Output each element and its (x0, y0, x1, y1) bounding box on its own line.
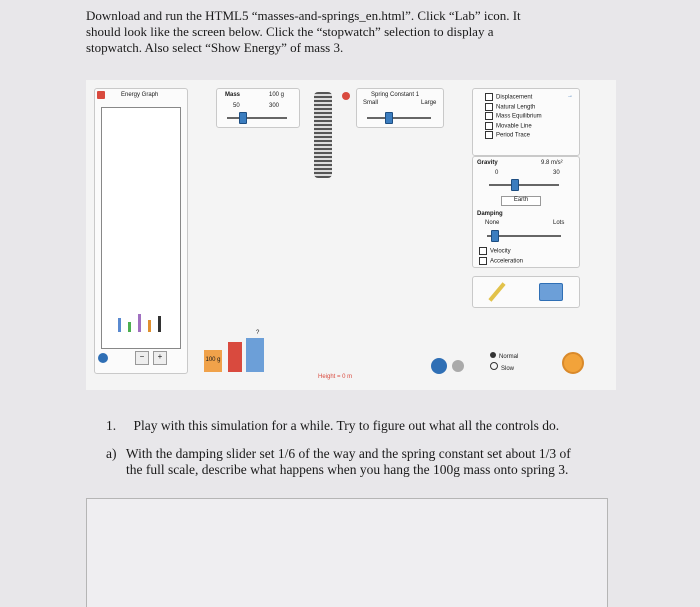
mass-100g[interactable] (204, 350, 222, 372)
display-options-panel (472, 88, 580, 156)
energy-bar (138, 314, 141, 332)
checkbox-list (485, 93, 542, 141)
energy-graph-panel (94, 88, 188, 374)
checkbox-item[interactable]: Displacement (485, 93, 542, 103)
collapse-icon[interactable] (97, 91, 105, 99)
question-a-line-1 (106, 446, 606, 462)
checkbox-item[interactable]: Natural Length (485, 103, 542, 113)
velocity-checkbox[interactable]: Velocity (479, 247, 523, 257)
mass-value: 100 g (269, 92, 285, 98)
mass-max: 300 (269, 103, 280, 109)
instruction-line-2: should look like the screen below. Click the “stopwatch” selection to display a (86, 24, 494, 39)
checkbox-item[interactable]: Movable Line (485, 122, 542, 132)
mass-label: Mass (225, 92, 241, 98)
mass-control-panel (216, 88, 300, 128)
gravity-label: Gravity (477, 160, 498, 166)
pause-button[interactable] (431, 358, 447, 374)
gravity-damping-panel (472, 156, 580, 268)
question-a (106, 446, 606, 478)
mass-slider-thumb[interactable] (239, 112, 247, 124)
damping-min: None (485, 220, 500, 226)
mass-min: 50 (233, 103, 240, 109)
energy-bar (148, 320, 151, 332)
question-a-text-2: the full scale, describe what happens when you hang the 100g mass onto spring 3. (126, 462, 569, 477)
ruler-icon[interactable] (488, 282, 505, 301)
mass-100g-label: 100 g (205, 357, 221, 363)
spring-indicator-icon (342, 92, 350, 100)
acceleration-checkbox[interactable]: Acceleration (479, 257, 523, 267)
speed-slow-radio[interactable]: Slow (490, 362, 518, 374)
info-icon[interactable] (98, 353, 108, 363)
arrow-icon: → (567, 93, 573, 99)
damping-label: Damping (477, 211, 503, 217)
mass-unknown-1[interactable] (228, 342, 242, 372)
answer-box[interactable] (86, 498, 608, 607)
spring-large-label: Large (421, 100, 437, 106)
speed-radios (490, 352, 518, 374)
speed-normal-radio[interactable]: Normal (490, 352, 518, 362)
question-a-text-1: With the damping slider set 1/6 of the way and the spring constant set about 1/3 of (125, 446, 571, 461)
spring-coil[interactable] (314, 92, 332, 178)
checkbox-item[interactable]: Period Trace (485, 131, 542, 141)
gravity-slider-track (489, 184, 559, 186)
energy-bar (128, 322, 131, 332)
spring-slider-thumb[interactable] (385, 112, 393, 124)
simulation-screenshot (86, 80, 616, 390)
question-1-number: 1. (106, 418, 117, 433)
spring-constant-label: Spring Constant 1 (371, 92, 420, 98)
energy-graph-title: Energy Graph (121, 92, 159, 98)
checkbox-item[interactable]: Mass Equilibrium (485, 112, 542, 122)
energy-bar (118, 318, 121, 332)
damping-slider-thumb[interactable] (491, 230, 499, 242)
spring-constant-panel (356, 88, 444, 128)
step-button[interactable] (452, 360, 464, 372)
mass-slider-track (227, 117, 287, 119)
stopwatch-icon[interactable] (539, 283, 563, 301)
vector-checkboxes (479, 247, 523, 266)
energy-graph-area (101, 107, 181, 349)
question-1 (106, 418, 559, 434)
mass-unknown-2[interactable] (246, 338, 264, 372)
gravity-max: 30 (553, 170, 560, 176)
reset-button[interactable] (562, 352, 584, 374)
gravity-min: 0 (495, 170, 499, 176)
gravity-slider-thumb[interactable] (511, 179, 519, 191)
zoom-in-icon[interactable]: + (153, 351, 167, 365)
tools-panel (472, 276, 580, 308)
gravity-value: 9.8 m/s² (541, 160, 563, 166)
spring-slider-track (367, 117, 431, 119)
question-a-letter: a) (106, 446, 117, 461)
planet-select[interactable]: Earth (501, 196, 541, 206)
spring-small-label: Small (363, 100, 379, 106)
energy-bar (158, 316, 161, 332)
damping-max: Lots (553, 220, 565, 226)
instructions (86, 8, 586, 56)
height-readout: Height = 0 m (318, 374, 353, 380)
instruction-line-1: Download and run the HTML5 “masses-and-springs_en.html”. Click “Lab” icon. It (86, 8, 521, 23)
question-1-text: Play with this simulation for a while. Try to figure out what all the controls do. (133, 418, 560, 433)
instruction-line-3: stopwatch. Also select “Show Energy” of mass 3. (86, 40, 344, 55)
unknown-mass-mark: ? (256, 330, 260, 336)
zoom-out-icon[interactable]: − (135, 351, 149, 365)
